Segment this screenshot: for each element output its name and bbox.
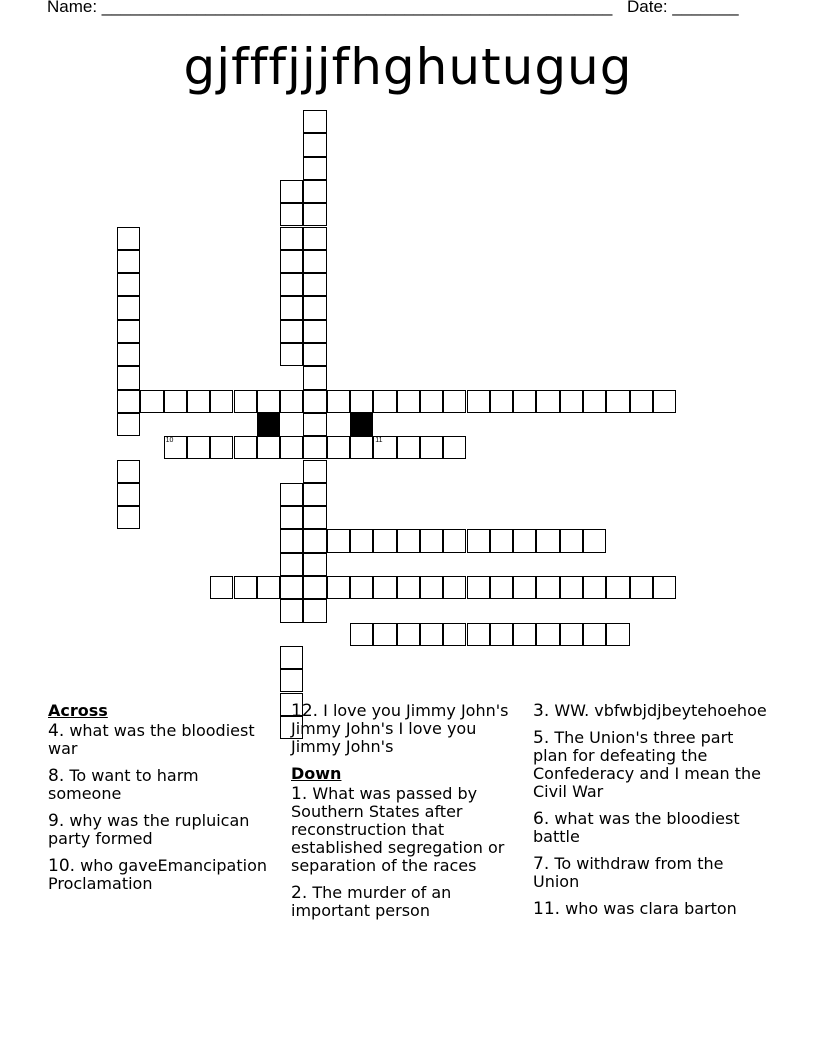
grid-cell[interactable] <box>536 529 559 552</box>
clue-number: 1. <box>291 784 308 804</box>
grid-cell[interactable] <box>606 576 629 599</box>
grid-cell[interactable] <box>280 343 303 366</box>
clue-number: 12. <box>291 701 319 721</box>
grid-cell[interactable] <box>117 273 140 296</box>
clue-text: To want to harm someone <box>48 766 199 803</box>
clue-text: what was the bloodiest war <box>48 721 255 758</box>
grid-cell[interactable] <box>117 483 140 506</box>
grid-cell[interactable] <box>117 296 140 319</box>
grid-cell[interactable] <box>117 366 140 389</box>
black-square <box>350 413 373 436</box>
grid-cell[interactable] <box>303 273 326 296</box>
grid-cell[interactable] <box>303 320 326 343</box>
clue-number-label: 11 <box>375 437 383 445</box>
grid-cell[interactable] <box>303 110 326 133</box>
clue-text: why was the rupluican party formed <box>48 811 250 848</box>
grid-cell[interactable] <box>303 203 326 226</box>
clue-item <box>533 729 768 801</box>
grid-cell[interactable] <box>280 646 303 669</box>
clue-item <box>291 702 526 756</box>
clue-number: 8. <box>48 766 65 786</box>
grid-cell[interactable] <box>513 623 536 646</box>
grid-cell[interactable] <box>490 390 513 413</box>
clue-item <box>291 785 526 875</box>
grid-cell[interactable] <box>117 227 140 250</box>
grid-cell[interactable] <box>513 390 536 413</box>
clue-text: To withdraw from the Union <box>533 854 724 891</box>
grid-cell[interactable] <box>606 623 629 646</box>
grid-cell[interactable] <box>630 390 653 413</box>
grid-cell[interactable] <box>303 296 326 319</box>
grid-cell[interactable] <box>350 390 373 413</box>
grid-cell[interactable] <box>490 623 513 646</box>
grid-cell[interactable] <box>303 599 326 622</box>
grid-cell[interactable] <box>443 390 466 413</box>
grid-cell[interactable] <box>280 203 303 226</box>
clue-text: The Union's three part plan for defeating the Confederacy and I mean the Civil War <box>533 728 762 801</box>
grid-cell[interactable] <box>490 529 513 552</box>
grid-cell[interactable] <box>187 390 210 413</box>
grid-cell[interactable] <box>280 436 303 459</box>
grid-cell[interactable] <box>443 623 466 646</box>
grid-cell[interactable] <box>327 529 350 552</box>
grid-cell[interactable] <box>536 390 559 413</box>
clue-text: The murder of an important person <box>291 883 452 920</box>
grid-cell[interactable] <box>467 390 490 413</box>
grid-cell[interactable] <box>327 576 350 599</box>
clue-number-label: 10 <box>165 437 174 445</box>
grid-cell[interactable] <box>443 529 466 552</box>
black-square <box>257 413 280 436</box>
clue-item <box>48 857 273 893</box>
grid-cell[interactable] <box>583 529 606 552</box>
date-field-label: Date: _______ <box>627 0 739 16</box>
grid-cell[interactable] <box>420 529 443 552</box>
grid-cell[interactable] <box>583 390 606 413</box>
grid-cell[interactable] <box>303 576 326 599</box>
grid-cell[interactable] <box>164 390 187 413</box>
grid-cell[interactable] <box>280 576 303 599</box>
grid-cell[interactable] <box>117 413 140 436</box>
grid-cell[interactable] <box>280 273 303 296</box>
clue-number: 4. <box>48 721 65 741</box>
grid-cell[interactable] <box>257 576 280 599</box>
grid-cell[interactable] <box>117 320 140 343</box>
grid-cell[interactable] <box>117 506 140 529</box>
grid-cell[interactable] <box>303 250 326 273</box>
grid-cell[interactable] <box>280 296 303 319</box>
grid-cell[interactable] <box>280 250 303 273</box>
grid-cell[interactable] <box>280 553 303 576</box>
clues-column-1 <box>48 702 273 902</box>
clue-item <box>48 767 273 803</box>
grid-cell[interactable] <box>210 436 233 459</box>
grid-cell[interactable] <box>303 506 326 529</box>
grid-cell[interactable] <box>303 436 326 459</box>
clue-item <box>533 702 768 720</box>
clues-column-2 <box>291 702 526 929</box>
worksheet-header <box>0 0 816 19</box>
grid-cell[interactable] <box>373 576 396 599</box>
grid-cell[interactable] <box>303 483 326 506</box>
grid-cell[interactable] <box>536 623 559 646</box>
grid-cell[interactable] <box>397 436 420 459</box>
name-field-label: Name: ______________________________________________________ <box>47 0 613 16</box>
grid-cell[interactable] <box>234 436 257 459</box>
grid-cell[interactable] <box>420 623 443 646</box>
grid-cell[interactable] <box>420 436 443 459</box>
grid-cell[interactable] <box>303 529 326 552</box>
grid-cell[interactable] <box>490 576 513 599</box>
across-heading: Across <box>48 701 108 720</box>
clue-item <box>533 810 768 846</box>
grid-cell[interactable] <box>303 553 326 576</box>
grid-cell[interactable] <box>350 436 373 459</box>
grid-cell[interactable] <box>420 576 443 599</box>
grid-cell[interactable] <box>350 529 373 552</box>
clue-number: 7. <box>533 854 550 874</box>
clue-item <box>291 884 526 920</box>
grid-cell[interactable] <box>583 576 606 599</box>
grid-cell[interactable] <box>583 623 606 646</box>
grid-cell[interactable] <box>373 390 396 413</box>
grid-cell[interactable] <box>210 576 233 599</box>
clue-text: who gaveEmancipation Proclamation <box>48 856 267 893</box>
clue-text: WW. vbfwbjdjbeytehoehoe <box>549 701 767 720</box>
grid-cell[interactable] <box>467 529 490 552</box>
grid-cell[interactable] <box>560 623 583 646</box>
grid-cell[interactable] <box>327 436 350 459</box>
grid-cell[interactable] <box>303 460 326 483</box>
grid-cell[interactable] <box>560 576 583 599</box>
grid-cell[interactable] <box>303 133 326 156</box>
grid-cell[interactable] <box>373 623 396 646</box>
grid-cell[interactable] <box>303 180 326 203</box>
grid-cell[interactable] <box>467 623 490 646</box>
grid-cell[interactable] <box>257 390 280 413</box>
grid-cell[interactable] <box>303 390 326 413</box>
grid-cell[interactable] <box>606 390 629 413</box>
grid-cell[interactable] <box>280 599 303 622</box>
clue-number: 6. <box>533 809 550 829</box>
grid-cell[interactable] <box>397 529 420 552</box>
grid-cell[interactable] <box>210 390 233 413</box>
grid-cell[interactable] <box>303 343 326 366</box>
grid-cell[interactable] <box>350 623 373 646</box>
grid-cell[interactable] <box>443 576 466 599</box>
clue-number: 3. <box>533 701 550 721</box>
grid-cell[interactable] <box>513 576 536 599</box>
grid-cell[interactable] <box>327 390 350 413</box>
clue-number: 9. <box>48 811 65 831</box>
grid-cell[interactable] <box>234 390 257 413</box>
grid-cell[interactable] <box>303 227 326 250</box>
grid-cell[interactable] <box>117 390 140 413</box>
grid-cell[interactable] <box>653 576 676 599</box>
grid-cell[interactable] <box>303 157 326 180</box>
grid-cell[interactable] <box>303 413 326 436</box>
grid-cell[interactable] <box>373 529 396 552</box>
grid-cell[interactable] <box>443 436 466 459</box>
grid-cell[interactable] <box>280 669 303 692</box>
grid-cell[interactable] <box>630 576 653 599</box>
clue-item <box>48 722 273 758</box>
grid-cell[interactable] <box>536 576 559 599</box>
down-heading: Down <box>291 764 342 783</box>
puzzle-title: gjfffjjjfhghutugug <box>183 38 633 96</box>
grid-cell[interactable] <box>397 390 420 413</box>
clue-text: What was passed by Southern States after reconstruction that established segregation or separation of the races <box>291 784 505 875</box>
grid-cell[interactable] <box>117 460 140 483</box>
clue-text: who was clara barton <box>560 899 737 918</box>
grid-cell[interactable] <box>280 506 303 529</box>
grid-cell[interactable] <box>467 576 490 599</box>
grid-cell[interactable] <box>280 180 303 203</box>
grid-cell[interactable] <box>560 529 583 552</box>
grid-cell[interactable] <box>117 343 140 366</box>
grid-cell[interactable] <box>280 483 303 506</box>
grid-cell[interactable] <box>280 529 303 552</box>
grid-cell[interactable] <box>234 576 257 599</box>
grid-cell[interactable] <box>373 436 396 459</box>
grid-cell[interactable] <box>280 320 303 343</box>
clue-item <box>533 900 768 918</box>
grid-cell[interactable] <box>164 436 187 459</box>
clue-text: what was the bloodiest battle <box>533 809 740 846</box>
grid-cell[interactable] <box>513 529 536 552</box>
grid-cell[interactable] <box>280 390 303 413</box>
clue-item <box>533 855 768 891</box>
grid-cell[interactable] <box>350 576 373 599</box>
clue-number: 10. <box>48 856 76 876</box>
clue-number: 5. <box>533 728 550 748</box>
grid-cell[interactable] <box>397 623 420 646</box>
clue-number: 2. <box>291 883 308 903</box>
grid-cell[interactable] <box>257 436 280 459</box>
grid-cell[interactable] <box>420 390 443 413</box>
grid-cell[interactable] <box>303 366 326 389</box>
grid-cell[interactable] <box>140 390 163 413</box>
grid-cell[interactable] <box>280 227 303 250</box>
grid-cell[interactable] <box>187 436 210 459</box>
grid-cell[interactable] <box>397 576 420 599</box>
grid-cell[interactable] <box>560 390 583 413</box>
clue-number: 11. <box>533 899 561 919</box>
grid-cell[interactable] <box>117 250 140 273</box>
grid-cell[interactable] <box>653 390 676 413</box>
clue-item <box>48 812 273 848</box>
clues-column-3 <box>533 702 768 927</box>
clue-text: I love you Jimmy John's Jimmy John's I love you Jimmy John's <box>291 701 509 756</box>
